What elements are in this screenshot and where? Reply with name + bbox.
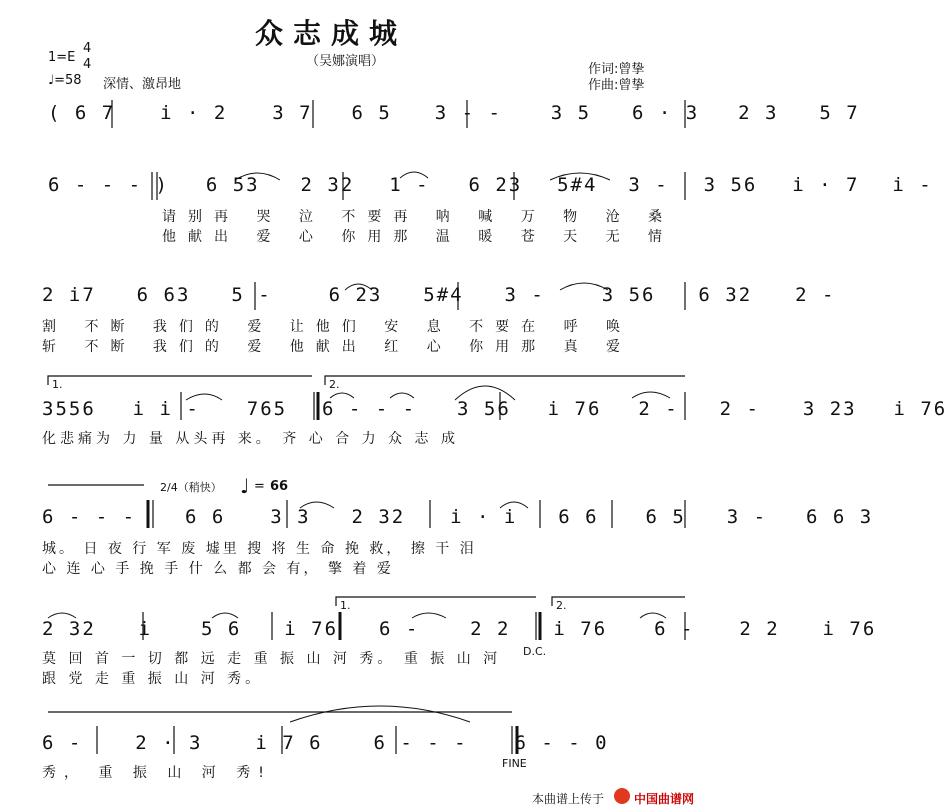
note-group: i 76 bbox=[822, 618, 877, 640]
volta-2-label-row-6: 2. bbox=[556, 599, 567, 612]
row-1-notes bbox=[48, 102, 860, 124]
row-6-notes bbox=[42, 618, 876, 640]
note-group: i bbox=[138, 618, 153, 640]
note-group: 6 - - - ) bbox=[48, 174, 169, 196]
note-group: ( 6 7 bbox=[48, 102, 116, 124]
note-group: 5#4 bbox=[557, 174, 598, 196]
note-group: 3 3 bbox=[270, 506, 311, 528]
note-group: 3 56 bbox=[703, 174, 758, 196]
note-group: 2 - bbox=[638, 398, 679, 420]
row-3-lyrics-verse-1: 割 不断 我们的 爱 让他们 安 息 不要在 呼 唤 bbox=[42, 319, 633, 335]
note-group: 6 6 3 bbox=[805, 506, 874, 528]
row-5-lyrics-verse-2: 心 连 心 手 挽 手 什 么 都 会 有， 擎 着 爱 bbox=[42, 561, 394, 577]
song-title: 众志成城 bbox=[255, 17, 408, 50]
volta-2-label: 2. bbox=[329, 378, 340, 391]
note-group: i 76 bbox=[553, 618, 608, 640]
note-group: 6 - - - bbox=[42, 506, 137, 528]
note-group: 3 56 bbox=[457, 398, 511, 420]
note-group: i · i bbox=[450, 506, 518, 528]
note-group: i 76 bbox=[284, 618, 339, 640]
time-signature-top: 4 bbox=[83, 41, 92, 56]
note-group: 3 23 bbox=[802, 398, 857, 420]
tempo-change-equals: = bbox=[254, 479, 265, 494]
footer-text: 本曲谱上传于 bbox=[532, 792, 605, 806]
note-group: 2 2 bbox=[470, 618, 511, 640]
note-group: 2 32 bbox=[300, 174, 355, 196]
tempo-change-value: 66 bbox=[270, 479, 289, 494]
note-group: 6 23 bbox=[328, 284, 383, 306]
row-2-notes bbox=[48, 174, 933, 196]
row-4-lyrics: 化悲痛为 力 量 从头再 来。 齐 心 合 力 众 志 成 bbox=[42, 431, 459, 447]
row-5-lyrics-verse-1: 城。 日 夜 行 军 废 墟里 搜 将 生 命 挽 救， 擦 干 泪 bbox=[42, 541, 477, 557]
note-group: 3 - bbox=[504, 284, 545, 306]
note-group: 3556 bbox=[42, 398, 96, 420]
note-group: 5#4 bbox=[423, 284, 464, 306]
note-group: i i - bbox=[132, 398, 200, 420]
time-signature-bottom: 4 bbox=[83, 57, 92, 72]
note-group: 6 - bbox=[378, 618, 420, 640]
note-group: 5 6 bbox=[201, 618, 242, 640]
note-group: 3 5 bbox=[550, 102, 592, 124]
note-group: 6 - - 0 bbox=[514, 732, 609, 754]
note-group: 3 7 bbox=[272, 102, 313, 124]
fine-marking: FINE bbox=[502, 757, 527, 770]
tempo-marking: ♩=58 bbox=[48, 73, 82, 88]
note-group: 6 · 3 bbox=[632, 102, 700, 124]
tempo-change-note: ♩ bbox=[240, 474, 250, 498]
row-3-notes bbox=[42, 284, 835, 306]
footer-logo[interactable]: 中国曲谱网 bbox=[634, 792, 695, 806]
row-2-lyrics-verse-1: 请别再 哭 泣 不要再 呐 喊 万 物 沧 桑 bbox=[162, 209, 675, 225]
expression-marking: 深情、激昂地 bbox=[103, 77, 182, 92]
tempo-change-label: 2/4（稍快） bbox=[160, 481, 222, 494]
row-6-lyrics-verse-1: 莫 回 首 一 切 都 远 走 重 振 山 河 秀。 重 振 山 河 bbox=[42, 651, 502, 667]
volta-1-label-row-6: 1. bbox=[340, 599, 351, 612]
note-group: 3 56 bbox=[601, 284, 656, 306]
note-group: 6 5 bbox=[351, 102, 392, 124]
note-group: 6 6 bbox=[184, 506, 226, 528]
note-group: 6 32 bbox=[698, 284, 753, 306]
row-4-notes bbox=[42, 398, 947, 420]
note-group: 6 23 bbox=[468, 174, 523, 196]
note-group: i · 2 bbox=[160, 102, 228, 124]
note-group: 6 - - - bbox=[322, 398, 417, 420]
note-group: 5 - bbox=[231, 284, 272, 306]
volta-1-label: 1. bbox=[52, 378, 63, 391]
note-group: 765 bbox=[246, 398, 288, 420]
note-group: i · 7 bbox=[792, 174, 860, 196]
note-group: 1 - bbox=[389, 174, 430, 196]
composer: 作曲:曾挚 bbox=[588, 78, 645, 93]
note-group: i 76 bbox=[547, 398, 602, 420]
singer-note: （吴娜演唱） bbox=[306, 54, 385, 69]
note-group: 6 53 bbox=[205, 174, 260, 196]
note-group: i - bbox=[892, 174, 933, 196]
note-group: 3 - bbox=[726, 506, 768, 528]
note-group: 2 3 bbox=[738, 102, 779, 124]
row-7-notes bbox=[42, 732, 609, 754]
note-group: 3 - - bbox=[434, 102, 502, 124]
footer-logo-icon bbox=[614, 788, 630, 804]
key-signature: 1=E bbox=[48, 50, 76, 65]
dc-marking: D.C. bbox=[523, 645, 547, 658]
note-group: 2 2 bbox=[739, 618, 780, 640]
note-group: 6 - - - bbox=[373, 732, 468, 754]
lyricist: 作词:曾挚 bbox=[588, 62, 645, 77]
note-group: 6 - bbox=[42, 732, 83, 754]
note-group: 2 · 3 bbox=[135, 732, 203, 754]
note-group: i 7 6 bbox=[255, 732, 323, 754]
note-group: 2 - bbox=[795, 284, 836, 306]
note-group: 2 - bbox=[719, 398, 760, 420]
note-group: 6 63 bbox=[136, 284, 191, 306]
row-2-lyrics-verse-2: 他献出 爱 心 你用那 温 暖 苍 天 无 情 bbox=[162, 229, 675, 245]
note-group: 2 32 bbox=[351, 506, 406, 528]
note-group: 6 6 bbox=[558, 506, 599, 528]
note-group: 3 - bbox=[628, 174, 669, 196]
note-group: 2 i7 bbox=[42, 284, 96, 306]
row-5-notes bbox=[42, 506, 873, 528]
row-7-lyrics: 秀， 重 振 山 河 秀! bbox=[42, 765, 272, 781]
note-group: 5 7 bbox=[819, 102, 860, 124]
note-group: 6 5 bbox=[645, 506, 686, 528]
row-6-lyrics-verse-2: 跟 党 走 重 振 山 河 秀。 bbox=[42, 671, 264, 687]
note-group: 2 32 bbox=[42, 618, 96, 640]
note-group: i 76 bbox=[893, 398, 947, 420]
row-3-lyrics-verse-2: 斩 不断 我们的 爱 他献出 红 心 你用那 真 爱 bbox=[42, 339, 633, 355]
note-group: 6 - bbox=[654, 618, 695, 640]
